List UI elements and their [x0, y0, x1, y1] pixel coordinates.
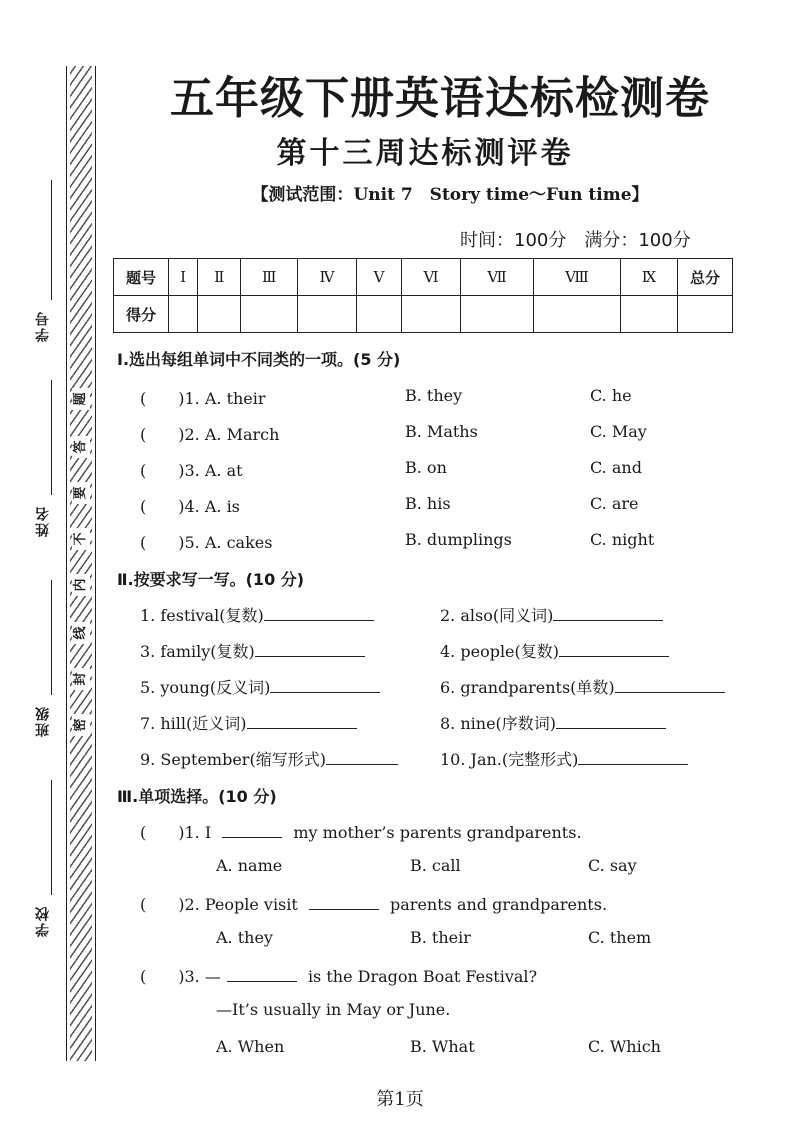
- s2-item-5-text: 5. young(反义词): [140, 678, 271, 697]
- s3-q1-num: ( )1. I: [140, 823, 212, 842]
- score-cell: Ⅷ: [534, 259, 621, 296]
- s2-item-8: [440, 711, 666, 734]
- score-table: [113, 258, 733, 333]
- name-label: 姓名: [35, 505, 51, 537]
- s1-q3-c: C. and: [590, 458, 642, 477]
- student-number-label: 学号: [35, 310, 51, 342]
- s1-q1-num: ( )1. A. their: [140, 389, 266, 408]
- s2-item-1: [140, 603, 374, 626]
- answer-blank[interactable]: [222, 823, 282, 838]
- s1-q3-b: B. on: [405, 458, 447, 477]
- s2-item-9-text: 9. September(缩写形式): [140, 750, 326, 769]
- test-scope-suffix: 】: [631, 185, 649, 205]
- seal-notice-char: 答: [72, 436, 90, 458]
- s3-q3-option-c: C. Which: [588, 1037, 661, 1056]
- score-input-cell[interactable]: [241, 296, 298, 333]
- answer-blank[interactable]: [559, 642, 669, 657]
- s1-q1-c: C. he: [590, 386, 632, 405]
- score-input-cell[interactable]: [678, 296, 733, 333]
- score-input-cell[interactable]: [534, 296, 621, 333]
- s3-q3-option-a: A. When: [216, 1037, 285, 1056]
- class-line[interactable]: [51, 580, 52, 695]
- answer-blank[interactable]: [227, 967, 297, 982]
- s3-q1-stem: [140, 820, 582, 843]
- s3-q1-option-c: C. say: [588, 856, 637, 875]
- school-label: 学校: [35, 905, 51, 937]
- page-subtitle: 第十三周达标测评卷: [276, 136, 574, 171]
- s3-q2-option-a: A. they: [216, 928, 273, 947]
- s3-q2-stem: [140, 892, 607, 915]
- test-scope-text: Unit 7 Story time～Fun time: [353, 185, 632, 205]
- time-and-score: 时间：100分 满分：100分: [460, 230, 691, 251]
- s3-q1-rest: my mother’s parents grandparents.: [293, 823, 582, 842]
- class-label: 班级: [35, 705, 51, 737]
- s1-q2-num: ( )2. A. March: [140, 425, 280, 444]
- s2-item-10-text: 10. Jan.(完整形式): [440, 750, 579, 769]
- score-input-cell[interactable]: [620, 296, 677, 333]
- seal-notice-char: 线: [72, 622, 90, 644]
- s2-item-7-text: 7. hill(近义词): [140, 714, 247, 733]
- s3-q2-option-c: C. them: [588, 928, 652, 947]
- score-cell: Ⅰ: [169, 259, 198, 296]
- student-number-line[interactable]: [51, 180, 52, 300]
- seal-notice-char: 不: [72, 528, 90, 550]
- s2-item-7: [140, 711, 357, 734]
- s2-item-4-text: 4. people(复数): [440, 642, 560, 661]
- s2-item-6: [440, 675, 725, 698]
- answer-blank[interactable]: [615, 678, 725, 693]
- score-cell: Ⅴ: [356, 259, 401, 296]
- s2-item-10: [440, 747, 688, 770]
- s3-q3-num: ( )3. —: [140, 967, 221, 986]
- s2-item-2: [440, 603, 663, 626]
- section-2-heading: Ⅱ.按要求写一写。(10 分): [117, 570, 305, 589]
- score-table-header-row: [114, 259, 733, 296]
- s2-item-1-text: 1. festival(复数): [140, 606, 264, 625]
- s3-q1-option-b: B. call: [410, 856, 461, 875]
- section-3-heading: Ⅲ.单项选择。(10 分): [117, 787, 277, 806]
- s1-q1-b: B. they: [405, 386, 463, 405]
- score-input-cell[interactable]: [402, 296, 461, 333]
- seal-notice-char: 密: [72, 714, 90, 736]
- s3-q2-num: ( )2. People visit: [140, 895, 298, 914]
- s3-q2-rest: parents and grandparents.: [390, 895, 608, 914]
- answer-blank[interactable]: [247, 714, 357, 729]
- s3-q3-line2: —It’s usually in May or June.: [216, 1000, 451, 1019]
- seal-notice-char: 封: [72, 668, 90, 690]
- test-scope-prefix: 【测试范围：: [251, 185, 354, 205]
- section-1-heading: Ⅰ.选出每组单词中不同类的一项。(5 分): [117, 350, 401, 369]
- s2-item-6-text: 6. grandparents(单数): [440, 678, 615, 697]
- score-input-cell[interactable]: [169, 296, 198, 333]
- s3-q3-stem: [140, 964, 537, 987]
- s2-item-3: [140, 639, 365, 662]
- test-scope: [140, 180, 760, 205]
- score-row-label: 得分: [114, 296, 169, 333]
- seal-notice-char: 题: [72, 388, 90, 410]
- s1-q4-num: ( )4. A. is: [140, 497, 240, 516]
- answer-blank[interactable]: [255, 642, 365, 657]
- score-cell-label: 题号: [114, 259, 169, 296]
- s2-item-5: [140, 675, 380, 698]
- s1-q5-b: B. dumplings: [405, 530, 512, 549]
- score-input-cell[interactable]: [198, 296, 241, 333]
- binding-rule-left: [66, 66, 67, 1061]
- page-number: 第1页: [376, 1089, 424, 1110]
- score-cell: Ⅵ: [402, 259, 461, 296]
- score-cell: Ⅶ: [461, 259, 534, 296]
- name-line[interactable]: [51, 380, 52, 495]
- s1-q4-c: C. are: [590, 494, 639, 513]
- answer-blank[interactable]: [578, 750, 688, 765]
- s2-item-3-text: 3. family(复数): [140, 642, 255, 661]
- s1-q5-num: ( )5. A. cakes: [140, 533, 273, 552]
- binding-hatch: [70, 66, 92, 1061]
- answer-blank[interactable]: [326, 750, 398, 765]
- s3-q2-option-b: B. their: [410, 928, 471, 947]
- s1-q2-b: B. Maths: [405, 422, 478, 441]
- answer-blank[interactable]: [264, 606, 374, 621]
- score-cell: Ⅸ: [620, 259, 677, 296]
- score-input-cell[interactable]: [461, 296, 534, 333]
- s1-q5-c: C. night: [590, 530, 655, 549]
- score-input-cell[interactable]: [298, 296, 357, 333]
- s1-q3-num: ( )3. A. at: [140, 461, 243, 480]
- score-cell: Ⅳ: [298, 259, 357, 296]
- seal-notice-char: 内: [72, 574, 90, 596]
- binding-rule-right: [95, 66, 96, 1061]
- s2-item-4: [440, 639, 669, 662]
- answer-blank[interactable]: [556, 714, 666, 729]
- score-cell: Ⅱ: [198, 259, 241, 296]
- s2-item-8-text: 8. nine(序数词): [440, 714, 557, 733]
- s3-q3-rest: is the Dragon Boat Festival?: [307, 967, 538, 986]
- answer-blank[interactable]: [309, 895, 379, 910]
- seal-notice-char: 要: [72, 482, 90, 504]
- s3-q1-option-a: A. name: [216, 856, 283, 875]
- s2-item-9: [140, 747, 398, 770]
- page-title: 五年级下册英语达标检测卷: [170, 73, 710, 124]
- score-cell: Ⅲ: [241, 259, 298, 296]
- answer-blank[interactable]: [553, 606, 663, 621]
- answer-blank[interactable]: [270, 678, 380, 693]
- s1-q2-c: C. May: [590, 422, 647, 441]
- score-table-score-row: [114, 296, 733, 333]
- s2-item-2-text: 2. also(同义词): [440, 606, 554, 625]
- s3-q3-option-b: B. What: [410, 1037, 475, 1056]
- score-input-cell[interactable]: [356, 296, 401, 333]
- s1-q4-b: B. his: [405, 494, 451, 513]
- school-line[interactable]: [51, 780, 52, 895]
- score-cell-total: 总分: [678, 259, 733, 296]
